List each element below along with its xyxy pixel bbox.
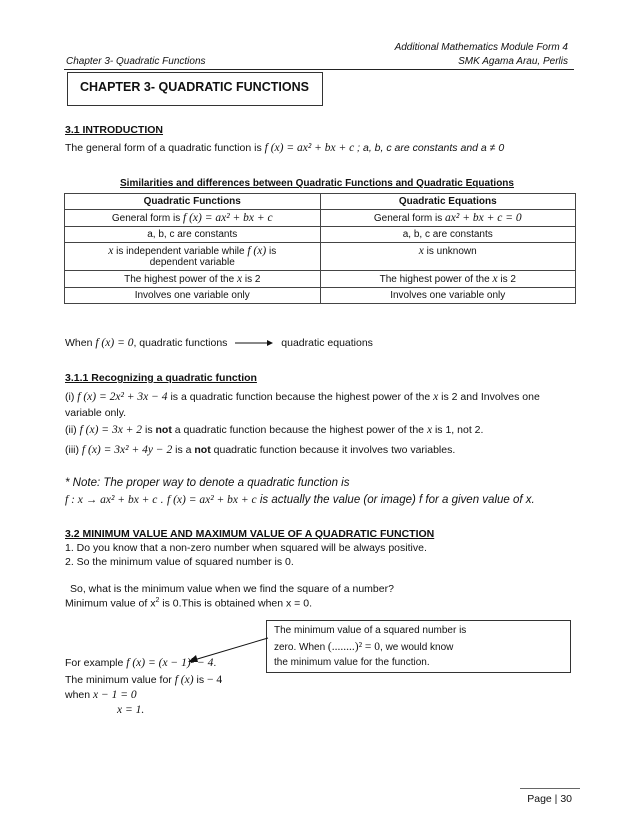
table-cell [65, 210, 321, 227]
note-math: f : x → ax² + bx + c [65, 494, 158, 506]
minval-text: The minimum value for [65, 674, 172, 686]
answer-text: is 0.This is obtained when x = 0. [159, 597, 312, 610]
header-rule [64, 69, 574, 70]
item-label: (ii) [65, 424, 77, 436]
minmax-heading: 3.2 MINIMUM VALUE AND MAXIMUM VALUE OF A QUADRATIC FUNCTION [65, 528, 435, 540]
table-cell [320, 271, 576, 288]
item-text: is a quadratic function because the highest power of the [170, 391, 431, 403]
cell-math: x [236, 273, 243, 285]
cell-text: The highest power of the [379, 274, 490, 285]
when-pre: When [65, 337, 93, 349]
item-math: f (x) = 2x² + 3x − 4 [77, 391, 168, 403]
cell-text: General form is [373, 213, 443, 224]
note-math: f (x) = ax² + bx + c [167, 494, 257, 506]
recognizing-heading: 3.1.1 Recognizing a quadratic function [65, 372, 257, 384]
minmax-p1: 1. Do you know that a non-zero number when squared will be always positive. [65, 542, 427, 554]
footer-rule [520, 788, 580, 789]
table-cell: Involves one variable only [320, 288, 576, 304]
cell-math: x [108, 245, 114, 257]
when-math: f (x) = 0 [95, 337, 134, 349]
cell-text: General form is [111, 213, 181, 224]
example-text: For example [65, 657, 124, 669]
callout-math: (........)² = 0 [327, 641, 381, 653]
item-math: x [433, 391, 439, 403]
callout-text: zero. When [274, 642, 326, 653]
minval-value: − 4 [207, 674, 223, 686]
example-text: . [213, 657, 217, 669]
comparison-table [64, 193, 576, 304]
table-cell: Involves one variable only [65, 288, 321, 304]
header-school: SMK Agama Arau, Perlis [458, 56, 568, 67]
item-text: is 2 and Involves one [441, 391, 540, 403]
table-cell [320, 243, 576, 271]
table-row [65, 210, 576, 227]
callout-line-1: The minimum value of a squared number is [274, 625, 467, 636]
chapter-title-box [67, 72, 323, 106]
min-value-line [65, 674, 222, 686]
note-line-1: * Note: The proper way to denote a quadratic function is [65, 477, 350, 489]
cell-text: is 2 [500, 274, 516, 285]
item-text: is 1, not 2. [434, 424, 484, 436]
right-arrow-icon [234, 339, 274, 347]
callout-line-3: the minimum value for the function. [274, 657, 430, 668]
intro-sentence-pre: The general form of a quadratic function is [65, 142, 262, 154]
table-cell: a, b, c are constants [65, 227, 321, 243]
cell-text: is 2 [244, 274, 261, 285]
cell-math: f (x) = ax² + bx + c [183, 212, 273, 224]
intro-sentence [65, 142, 504, 154]
when-line [65, 337, 373, 349]
minmax-p2: 2. So the minimum value of squared number is 0. [65, 556, 294, 568]
callout-box [266, 620, 571, 673]
cell-math: x [492, 273, 498, 285]
when-mid: , quadratic functions [133, 337, 228, 349]
item-text: quadratic function because it involves two variables. [213, 444, 456, 456]
intro-heading: 3.1 INTRODUCTION [65, 124, 164, 136]
when-eq-line [65, 689, 137, 701]
table-header-row [65, 194, 576, 210]
item-text: a quadratic function because the highest power of the [174, 424, 425, 436]
table-cell [65, 271, 321, 288]
item-math: f (x) = 3x² + 4y − 2 [81, 444, 173, 456]
item-not: not [194, 444, 211, 456]
table-cell: a, b, c are constants [320, 227, 576, 243]
table-row [65, 288, 576, 304]
table-title: Similarities and differences between Quadratic Functions and Quadratic Equations [120, 178, 514, 189]
recognizing-item-3 [65, 444, 455, 456]
table-row [65, 271, 576, 288]
item-label: (i) [65, 391, 75, 403]
table-row [65, 243, 576, 271]
minval-text: is [196, 674, 205, 686]
callout-text: , we would know [380, 642, 454, 653]
cell-text: is [268, 246, 277, 257]
note-text: is actually the value (or image) f for a given value of x. [259, 494, 535, 506]
table-cell [65, 243, 321, 271]
example-line [65, 657, 216, 669]
cell-text: is independent variable while [116, 246, 245, 257]
note-line-2 [65, 494, 535, 506]
item-text: is a [175, 444, 192, 456]
minmax-answer [65, 597, 312, 610]
callout-line-2 [274, 641, 453, 653]
when-text: when [65, 689, 91, 701]
intro-formula: f (x) = ax² + bx + c [264, 142, 355, 154]
equation-2 [117, 704, 144, 716]
equation-1: x − 1 = 0 [93, 689, 137, 701]
when-post: quadratic equations [281, 337, 373, 349]
answer-text: Minimum value of x [65, 597, 156, 610]
item-not: not [155, 424, 172, 436]
cell-math: x [418, 245, 424, 257]
recognizing-item-2 [65, 424, 483, 436]
item-math: f (x) = 3x + 2 [79, 424, 143, 436]
table-cell [320, 210, 576, 227]
header-module: Additional Mathematics Module Form 4 [394, 42, 568, 53]
equation-2-math: x = 1. [117, 704, 145, 716]
header-chapter: Chapter 3- Quadratic Functions [66, 56, 206, 67]
cell-math: f (x) [247, 245, 267, 257]
table-header-functions: Quadratic Functions [65, 194, 321, 210]
example-math: f (x) = (x − 1)² − 4 [126, 657, 214, 669]
minmax-question: So, what is the minimum value when we find the square of a number? [70, 583, 394, 595]
minval-math: f (x) [174, 674, 194, 686]
cell-text: is unknown [426, 246, 477, 257]
answer-sup: 2 [155, 597, 160, 604]
cell-text: dependent variable [149, 257, 235, 268]
recognizing-item-1 [65, 391, 540, 403]
note-text: . [160, 494, 164, 506]
cell-math: ax² + bx + c = 0 [445, 212, 522, 224]
item-math: x [426, 424, 433, 436]
cell-text: The highest power of the [124, 274, 235, 285]
recognizing-item-1-cont: variable only. [65, 407, 127, 419]
table-row [65, 227, 576, 243]
item-text: is [144, 424, 153, 436]
table-header-equations: Quadratic Equations [320, 194, 576, 210]
intro-sentence-post: ; a, b, c are constants and a ≠ 0 [357, 142, 505, 154]
page-number: Page | 30 [527, 793, 572, 805]
chapter-title: CHAPTER 3- QUADRATIC FUNCTIONS [80, 80, 309, 94]
item-label: (iii) [65, 444, 79, 456]
